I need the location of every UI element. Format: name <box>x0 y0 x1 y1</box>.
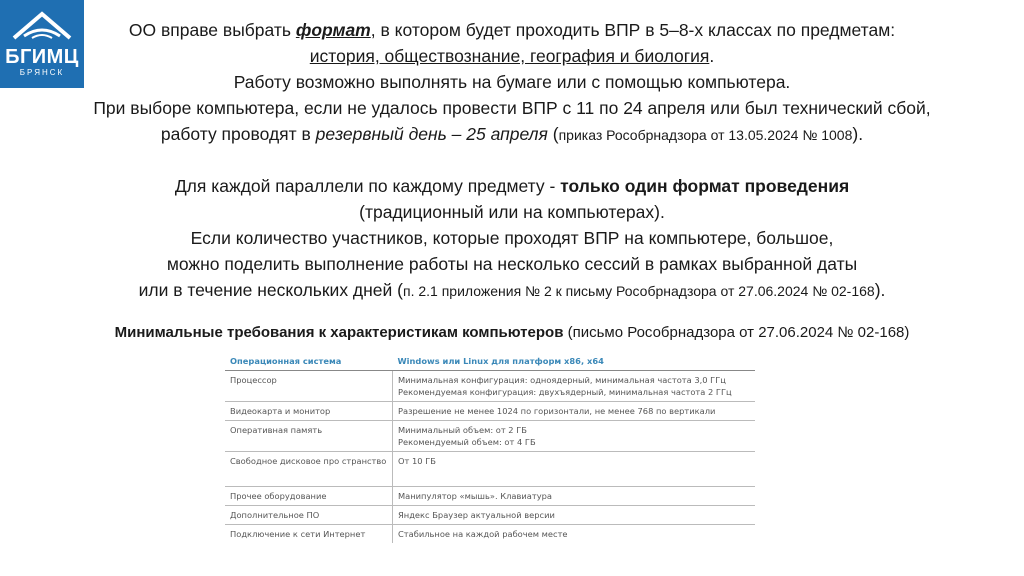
reserve-day: резервный день – 25 апреля <box>315 124 548 144</box>
table-cell: Оперативная память <box>225 421 393 452</box>
table-row <box>225 487 755 506</box>
text-line-1: ОО вправе выбрать формат, в котором будет проходить ВПР в 5–8-х классах по предметам: <box>128 20 896 40</box>
table-cell: Яндекс Браузер актуальной версии <box>393 506 756 525</box>
text-line-2: история, обществознание, география и биология. <box>309 46 715 66</box>
requirements-heading: Минимальные требования к характеристикам компьютеров (письмо Рособрнадзора от 27.06.2024 № 02-168) <box>114 324 910 341</box>
format-emphasis: формат <box>295 20 371 40</box>
table-cell: Прочее оборудование <box>225 487 393 506</box>
table-header-cell: Операционная система <box>225 352 393 371</box>
table-row <box>225 421 755 452</box>
table-cell: Подключение к сети Интернет <box>225 525 393 544</box>
text-line-6: Для каждой параллели по каждому предмету - только один формат проведения <box>174 176 850 196</box>
table-cell: Свободное дисковое про странство <box>225 452 393 487</box>
table-row <box>225 371 755 402</box>
order-reference: приказ Рособрнадзора от 13.05.2024 № 1008 <box>558 127 853 143</box>
table-cell: Стабильное на каждой рабочем месте <box>398 529 568 539</box>
table-cell: Минимальный объем: от 2 ГБ Рекомендуемый объем: от 4 ГБ <box>393 421 756 452</box>
text-line-8: Если количество участников, которые проходят ВПР на компьютере, большое, <box>190 228 834 248</box>
logo-city: БРЯНСК <box>19 68 65 77</box>
single-format-emphasis: только один формат проведения <box>560 176 850 196</box>
requirements-table <box>225 352 755 543</box>
text-line-9: можно поделить выполнение работы на несколько сессий в рамках выбранной даты <box>166 254 858 274</box>
table-cell: Видеокарта и монитор <box>225 402 393 421</box>
table-row <box>225 525 755 544</box>
table-row <box>225 452 755 487</box>
text-line-10: или в течение нескольких дней (п. 2.1 приложения № 2 к письму Рособрнадзора от 27.06.2024 № 02-168). <box>138 280 886 300</box>
table-cell: Минимальная конфигурация: одноядерный, минимальная частота 3,0 ГГц Рекомендуемая конфигурация: двухъядерный, минимальная частота 2 ГГц <box>393 371 756 402</box>
table-cell: От 10 ГБ <box>393 452 756 487</box>
table-row <box>225 506 755 525</box>
table-header-row <box>225 352 755 371</box>
table-cell: Разрешение не менее 1024 по горизонтали, не менее 768 по вертикали <box>393 402 756 421</box>
table-cell: Манипулятор «мышь». Клавиатура <box>393 487 756 506</box>
table-header-cell: Windows или Linux для платформ x86, x64 <box>393 352 756 371</box>
letter-reference: п. 2.1 приложения № 2 к письму Рособрнадзора от 27.06.2024 № 02-168 <box>403 283 875 299</box>
text-line-3: Работу возможно выполнять на бумаге или с помощью компьютера. <box>233 72 791 92</box>
text-line-5: работу проводят в резервный день – 25 апреля (приказ Рособрнадзора от 13.05.2024 № 1008). <box>160 124 864 144</box>
subjects-list: история, обществознание, география и биология <box>309 46 710 66</box>
text-line-7: (традиционный или на компьютерах). <box>359 202 665 222</box>
table-cell: Дополнительное ПО <box>225 506 393 525</box>
logo-name: БГИМЦ <box>5 46 79 68</box>
text-line-4: При выборе компьютера, если не удалось провести ВПР с 11 по 24 апреля или был технический сбой, <box>93 98 931 118</box>
table-cell: Процессор <box>225 371 393 402</box>
table-row <box>225 402 755 421</box>
